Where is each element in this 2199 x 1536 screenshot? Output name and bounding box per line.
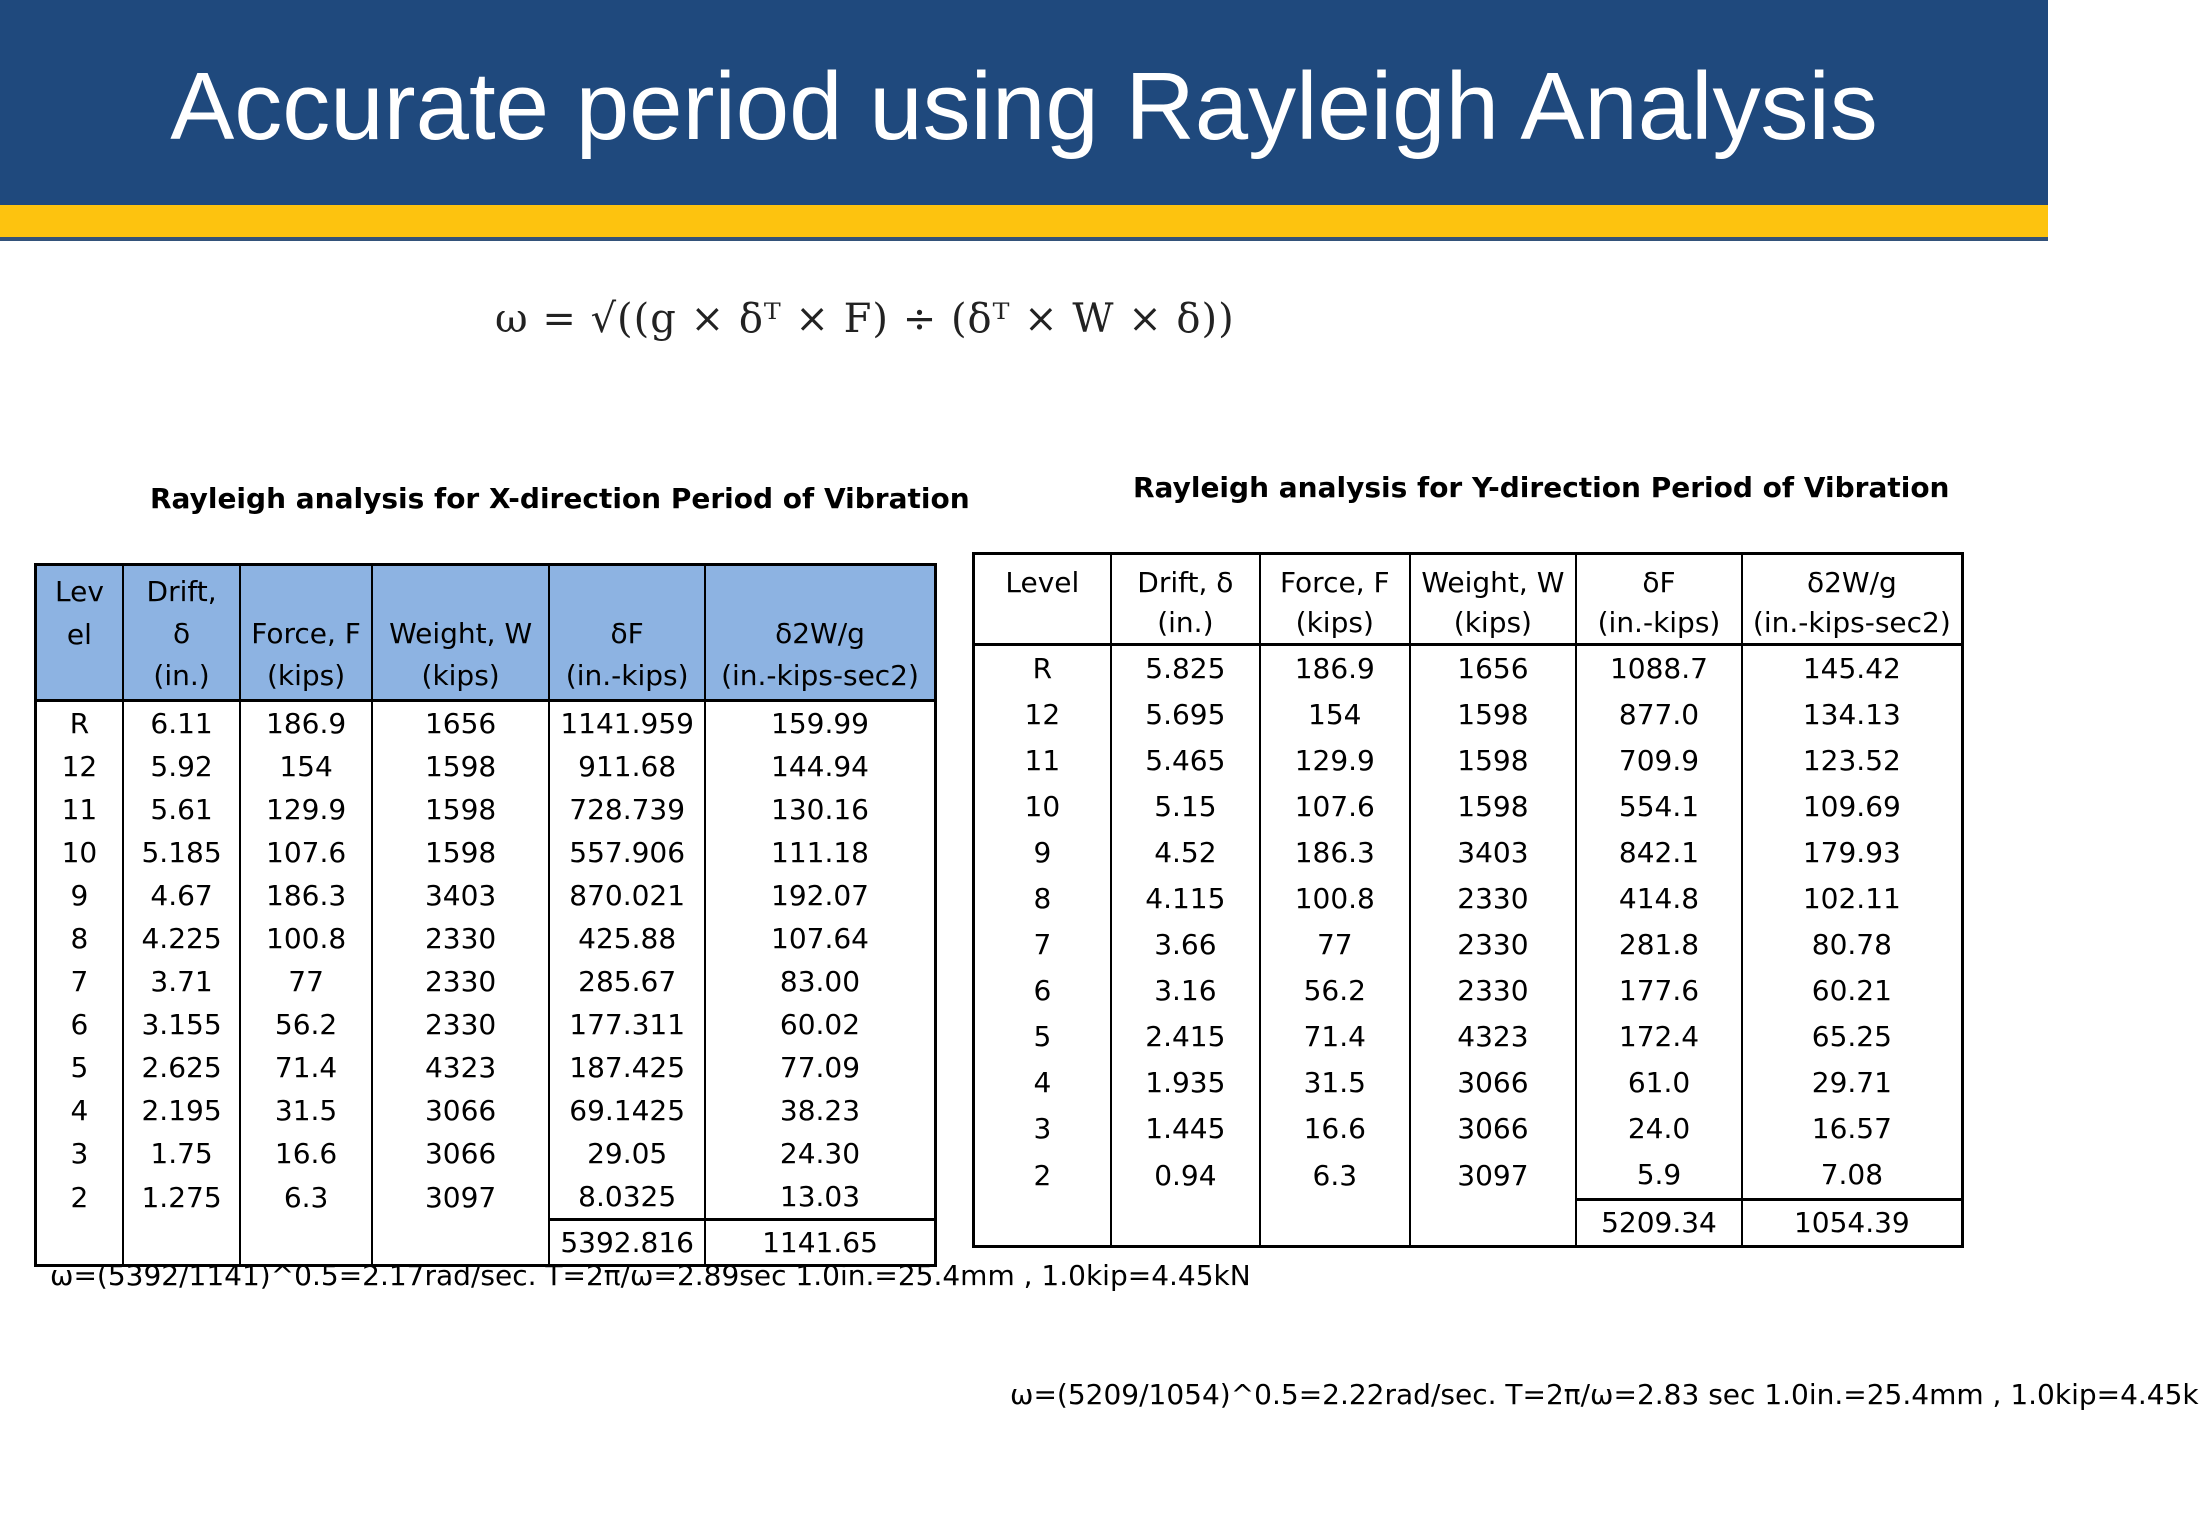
table-cell: 177.6 [1576,968,1741,1014]
column-header [1111,554,1260,645]
x-period-result: ω=(5392/1141)^0.5=2.17rad/sec. T=2π/ω=2.89sec 1.0in.=25.4mm , 1.0kip=4.45kN [50,1259,1251,1292]
table-cell: 3.16 [1111,968,1260,1014]
table-cell: 2330 [372,917,549,960]
header-line: Drift, δ [1137,566,1234,599]
table-cell: 10 [974,784,1111,830]
table-cell: 1141.959 [549,701,705,746]
table-cell: 3 [974,1106,1111,1152]
table-row [36,788,936,831]
table-cell: R [36,701,123,746]
table-cell: 1598 [372,788,549,831]
y-direction-table [972,552,1964,1248]
table-cell: 5.9 [1576,1152,1741,1200]
table-cell: 192.07 [705,874,936,917]
table-cell: 285.67 [549,960,705,1003]
table-cell: 12 [974,692,1111,738]
table-cell: 3066 [372,1089,549,1132]
column-header [974,554,1111,645]
table-cell: 3097 [1410,1152,1577,1200]
table-cell: 5.185 [123,831,240,874]
table-cell: 154 [240,745,372,788]
table-cell: 107.6 [1260,784,1410,830]
column-header [1742,554,1963,645]
table-cell: 56.2 [240,1003,372,1046]
table-cell: 38.23 [705,1089,936,1132]
table-cell: 842.1 [1576,830,1741,876]
column-header [36,565,123,701]
table-row [36,1003,936,1046]
table-row [36,1089,936,1132]
table-cell: 8.0325 [549,1175,705,1220]
header-line: Force, F [1279,566,1390,599]
table-cell: 1598 [1410,784,1577,830]
header-line: Level [1005,566,1080,599]
table-cell: 2 [36,1175,123,1220]
table-cell: 1.935 [1111,1060,1260,1106]
table-cell: 111.18 [705,831,936,874]
table-cell: 5.695 [1111,692,1260,738]
table-cell: 557.906 [549,831,705,874]
table-cell: 8 [36,917,123,960]
table-cell: 5.61 [123,788,240,831]
table-row [974,1060,1963,1106]
table-cell: 31.5 [1260,1060,1410,1106]
table-cell: 911.68 [549,745,705,788]
table-cell: 6 [974,968,1111,1014]
header-line: δ [173,617,191,650]
y-table-caption: Rayleigh analysis for Y-direction Period of Vibration [1133,471,1950,504]
header-line: Force, F [251,617,361,650]
table-cell: 4323 [372,1046,549,1089]
table-cell: 3403 [1410,830,1577,876]
table-cell: 1.445 [1111,1106,1260,1152]
table-row [974,922,1963,968]
table-cell: 11 [36,788,123,831]
table-cell: 102.11 [1742,876,1963,922]
table-cell: 1656 [1410,645,1577,693]
total-cell: 5209.34 [1576,1200,1741,1247]
table-cell: 24.0 [1576,1106,1741,1152]
header-line: el [66,618,92,651]
table-cell: 13.03 [705,1175,936,1220]
table-cell: 109.69 [1742,784,1963,830]
header-row [974,554,1963,645]
table-cell: 1598 [1410,692,1577,738]
header-line: δ2W/g [775,617,865,650]
table-cell: 65.25 [1742,1014,1963,1060]
table-row [974,1014,1963,1060]
y-period-result: ω=(5209/1054)^0.5=2.22rad/sec. T=2π/ω=2.83 sec 1.0in.=25.4mm , 1.0kip=4.45k [1010,1378,2199,1411]
table-cell: 186.9 [1260,645,1410,693]
table-row [974,1152,1963,1200]
table-cell: 11 [974,738,1111,784]
table-cell: 281.8 [1576,922,1741,968]
table-cell: 2330 [372,960,549,1003]
table-cell: 145.42 [1742,645,1963,693]
table-cell: 1656 [372,701,549,746]
table-cell: 179.93 [1742,830,1963,876]
empty-cell [1111,1200,1260,1247]
table-cell: 5.15 [1111,784,1260,830]
table-cell: 1598 [372,745,549,788]
table-cell: 172.4 [1576,1014,1741,1060]
table-cell: 129.9 [240,788,372,831]
table-cell: 12 [36,745,123,788]
table-row [974,692,1963,738]
table-cell: 2.195 [123,1089,240,1132]
table-row [974,1106,1963,1152]
table-cell: 3066 [372,1132,549,1175]
table-cell: 186.3 [240,874,372,917]
table-cell: 3403 [372,874,549,917]
table-cell: 2330 [1410,922,1577,968]
header-line: Weight, W [1421,566,1565,599]
table-cell: 4 [36,1089,123,1132]
header-row [36,565,936,701]
table-cell: 9 [974,830,1111,876]
header-line: (kips) [266,659,346,692]
table-cell: 2 [974,1152,1111,1200]
table-cell: 7.08 [1742,1152,1963,1200]
column-header [1576,554,1741,645]
table-cell: 24.30 [705,1132,936,1175]
table-cell: 8 [974,876,1111,922]
table-cell: 16.6 [240,1132,372,1175]
accent-stripe [0,205,2048,241]
table-cell: 5.825 [1111,645,1260,693]
table-cell: 159.99 [705,701,936,746]
table-cell: 3.66 [1111,922,1260,968]
table-cell: 1598 [1410,738,1577,784]
empty-cell [1410,1200,1577,1247]
column-header [123,565,240,701]
table-cell: 134.13 [1742,692,1963,738]
table-cell: 0.94 [1111,1152,1260,1200]
table-cell: 4 [974,1060,1111,1106]
table-cell: 123.52 [1742,738,1963,784]
table-row [36,745,936,788]
table-row [974,738,1963,784]
table-row [974,784,1963,830]
table-cell: 60.21 [1742,968,1963,1014]
table-cell: 3.71 [123,960,240,1003]
slide-title: Accurate period using Rayleigh Analysis [170,53,1878,160]
header-line: (kips) [421,659,500,692]
table-cell: 107.6 [240,831,372,874]
column-header [1260,554,1410,645]
table-cell: 4.115 [1111,876,1260,922]
table-cell: 69.1425 [549,1089,705,1132]
table-row [36,1175,936,1220]
table-cell: 2330 [1410,968,1577,1014]
empty-cell [974,1200,1111,1247]
table-cell: 129.9 [1260,738,1410,784]
table-cell: 728.739 [549,788,705,831]
table-cell: 71.4 [1260,1014,1410,1060]
table-row [36,960,936,1003]
empty-cell [1260,1200,1410,1247]
table-row [974,830,1963,876]
table-cell: 2330 [372,1003,549,1046]
header-line: (kips) [1295,606,1374,639]
title-banner [0,0,2048,207]
table-cell: 56.2 [1260,968,1410,1014]
table-cell: 5.465 [1111,738,1260,784]
table-cell: 414.8 [1576,876,1741,922]
table-row [974,876,1963,922]
x-direction-table [34,563,937,1267]
header-line: (kips) [1453,606,1532,639]
table-cell: 6.11 [123,701,240,746]
total-cell: 1141.65 [705,1220,936,1266]
x-table-caption: Rayleigh analysis for X-direction Period of Vibration [150,482,970,515]
table-cell: 77.09 [705,1046,936,1089]
table-cell: 71.4 [240,1046,372,1089]
table-row [36,1132,936,1175]
table-cell: 6.3 [1260,1152,1410,1200]
table-row [36,831,936,874]
table-cell: 61.0 [1576,1060,1741,1106]
table-cell: 870.021 [549,874,705,917]
table-cell: 186.3 [1260,830,1410,876]
table-cell: 3066 [1410,1106,1577,1152]
table-cell: 1598 [372,831,549,874]
table-cell: R [974,645,1111,693]
column-header [549,565,705,701]
table-row [974,968,1963,1014]
table-cell: 60.02 [705,1003,936,1046]
table-cell: 1.75 [123,1132,240,1175]
header-line: Lev [54,575,104,608]
table-cell: 154 [1260,692,1410,738]
header-line: δF [610,617,644,650]
table-row [36,917,936,960]
table-cell: 5.92 [123,745,240,788]
table-cell: 1.275 [123,1175,240,1220]
total-cell: 1054.39 [1742,1200,1963,1247]
table-cell: 10 [36,831,123,874]
table-cell: 4.67 [123,874,240,917]
header-line: Drift, [146,575,217,608]
table-cell: 6.3 [240,1175,372,1220]
table-cell: 16.6 [1260,1106,1410,1152]
table-row [974,645,1963,693]
table-cell: 31.5 [240,1089,372,1132]
table-cell: 100.8 [1260,876,1410,922]
table-cell: 4.52 [1111,830,1260,876]
table-cell: 425.88 [549,917,705,960]
table-cell: 1088.7 [1576,645,1741,693]
table-cell: 107.64 [705,917,936,960]
table-cell: 80.78 [1742,922,1963,968]
table-row [36,1046,936,1089]
table-cell: 3097 [372,1175,549,1220]
table-cell: 554.1 [1576,784,1741,830]
table-cell: 177.311 [549,1003,705,1046]
header-line: Weight, W [389,617,533,650]
table-cell: 29.05 [549,1132,705,1175]
table-cell: 100.8 [240,917,372,960]
header-line: δ2W/g [1806,566,1897,599]
table-cell: 144.94 [705,745,936,788]
table-cell: 2.625 [123,1046,240,1089]
header-line: (in.-kips) [1597,606,1721,639]
table-cell: 77 [1260,922,1410,968]
header-line: (in.) [153,659,210,692]
table-cell: 186.9 [240,701,372,746]
table-cell: 5 [974,1014,1111,1060]
table-cell: 4.225 [123,917,240,960]
header-line: (in.-kips-sec2) [721,659,919,692]
rayleigh-formula: ω = √((g × δᵀ × F) ÷ (δᵀ × W × δ)) [495,296,1235,342]
column-header [705,565,936,701]
column-header [240,565,372,701]
table-cell: 130.16 [705,788,936,831]
table-row [36,701,936,746]
table-cell: 3066 [1410,1060,1577,1106]
table-cell: 83.00 [705,960,936,1003]
totals-row [974,1200,1963,1247]
table-cell: 2330 [1410,876,1577,922]
table-cell: 5 [36,1046,123,1089]
table-cell: 3.155 [123,1003,240,1046]
table-cell: 2.415 [1111,1014,1260,1060]
header-line: (in.-kips) [565,659,689,692]
table-cell: 4323 [1410,1014,1577,1060]
table-cell: 3 [36,1132,123,1175]
table-cell: 29.71 [1742,1060,1963,1106]
table-row [36,874,936,917]
column-header [372,565,549,701]
table-cell: 77 [240,960,372,1003]
header-line: δF [1642,566,1676,599]
column-header [1410,554,1577,645]
table-cell: 16.57 [1742,1106,1963,1152]
table-cell: 877.0 [1576,692,1741,738]
table-cell: 6 [36,1003,123,1046]
header-line: (in.-kips-sec2) [1752,606,1951,639]
header-line: (in.) [1157,606,1214,639]
table-cell: 9 [36,874,123,917]
table-cell: 7 [974,922,1111,968]
table-cell: 187.425 [549,1046,705,1089]
table-cell: 7 [36,960,123,1003]
total-cell: 5392.816 [549,1220,705,1266]
table-cell: 709.9 [1576,738,1741,784]
